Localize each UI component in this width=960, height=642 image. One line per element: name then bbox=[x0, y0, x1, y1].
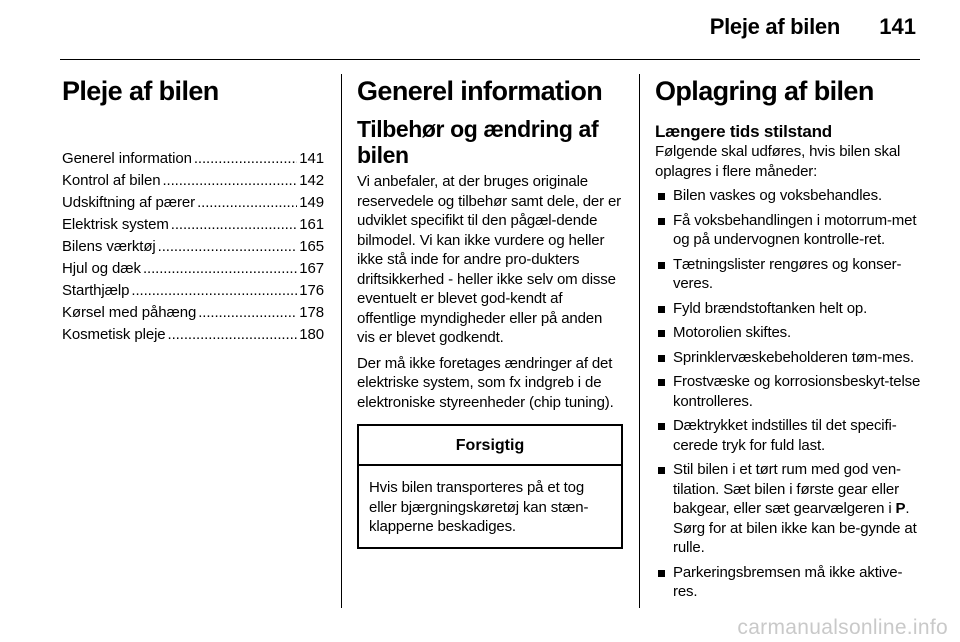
toc-entry-label: Udskiftning af pærer bbox=[62, 194, 196, 211]
list-item-text-cont: . Sørg for at bilen ikke kan be-gynde at rulle. bbox=[673, 500, 917, 556]
list-item bbox=[655, 255, 923, 294]
intro-paragraph: Følgende skal udføres, hvis bilen skal oplagres i flere måneder: bbox=[655, 143, 901, 180]
list-item bbox=[655, 416, 923, 455]
toc-entry-label: Kontrol af bilen bbox=[62, 172, 161, 189]
toc-entry-page: 141 bbox=[299, 150, 324, 167]
toc-entry-label: Starthjælp bbox=[62, 282, 130, 299]
table-of-contents bbox=[62, 148, 324, 346]
watermark: carmanualsonline.info bbox=[737, 616, 948, 639]
square-bullet-icon bbox=[658, 262, 665, 269]
list-item bbox=[655, 186, 923, 206]
list-item-text: Få voksbehandlingen i motorrum-met og på undervognen kontrolle-ret. bbox=[673, 211, 917, 248]
toc-entry[interactable] bbox=[62, 170, 324, 192]
toc-entry-page: 178 bbox=[299, 304, 324, 321]
toc-entry-label: Hjul og dæk bbox=[62, 260, 141, 277]
toc-leader bbox=[162, 170, 297, 192]
list-item-text: Bilen vaskes og voksbehandles. bbox=[673, 187, 882, 204]
toc-leader bbox=[171, 214, 298, 236]
left-column bbox=[62, 74, 324, 346]
list-item bbox=[655, 211, 923, 250]
square-bullet-icon bbox=[658, 570, 665, 577]
toc-entry-page: 176 bbox=[299, 282, 324, 299]
subsection-title: Tilbehør og ændring af bilen bbox=[357, 116, 599, 168]
column-divider-left bbox=[341, 74, 342, 608]
caution-box bbox=[357, 424, 623, 549]
toc-entry-label: Kørsel med påhæng bbox=[62, 304, 197, 321]
toc-entry[interactable] bbox=[62, 258, 324, 280]
list-item-text: Stil bilen i et tørt rum med god ven-tilation. Sæt bilen i første gear eller bakgear, eller sæt gearvælgeren i bbox=[673, 461, 901, 517]
toc-entry-page: 161 bbox=[299, 216, 324, 233]
toc-entry-page: 167 bbox=[299, 260, 324, 277]
toc-entry[interactable] bbox=[62, 148, 324, 170]
toc-entry-page: 149 bbox=[299, 194, 324, 211]
list-item bbox=[655, 563, 923, 602]
body-paragraph: Vi anbefaler, at der bruges originale reservedele og tilbehør samt dele, der er udviklet specifikt til den pågæl-dende bilmodel. Vi kan ikke vurdere og heller ikke stå inde for andre pro-dukters driftsikkerhed - heller ikke selv om disse eventuelt er blevet god-kendt af offentlige myndigheder eller på anden vis er blevet godkendt. bbox=[357, 173, 621, 346]
toc-leader bbox=[158, 236, 298, 258]
toc-leader bbox=[131, 280, 297, 302]
toc-leader bbox=[197, 192, 297, 214]
caution-text: Hvis bilen transporteres på et tog eller bjærgningskøretøj kan stæn-klapperne beskadiges. bbox=[369, 479, 589, 535]
toc-entry-label: Generel information bbox=[62, 150, 192, 167]
middle-column bbox=[357, 74, 623, 549]
right-column bbox=[655, 74, 923, 607]
square-bullet-icon bbox=[658, 379, 665, 386]
toc-entry[interactable] bbox=[62, 324, 324, 346]
section-title: Oplagring af bilen bbox=[655, 76, 874, 106]
page-header bbox=[60, 0, 920, 60]
toc-entry-page: 142 bbox=[299, 172, 324, 189]
subsection-title: Længere tids stilstand bbox=[655, 122, 832, 141]
list-item-text: Tætningslister rengøres og konser-veres. bbox=[673, 255, 902, 292]
list-item-text: Parkeringsbremsen må ikke aktive-res. bbox=[673, 563, 903, 600]
toc-entry-label: Kosmetisk pleje bbox=[62, 326, 166, 343]
toc-leader bbox=[198, 302, 297, 324]
toc-entry-label: Elektrisk system bbox=[62, 216, 169, 233]
toc-entry[interactable] bbox=[62, 236, 324, 258]
square-bullet-icon bbox=[658, 306, 665, 313]
toc-entry-page: 180 bbox=[299, 326, 324, 343]
toc-leader bbox=[143, 258, 297, 280]
gear-position-p: P bbox=[895, 500, 906, 517]
list-item bbox=[655, 299, 923, 319]
square-bullet-icon bbox=[658, 193, 665, 200]
square-bullet-icon bbox=[658, 355, 665, 362]
square-bullet-icon bbox=[658, 467, 665, 474]
list-item-text: Motorolien skiftes. bbox=[673, 324, 792, 341]
list-item-text: Dæktrykket indstilles til det specifi-cerede tryk for fuld last. bbox=[673, 417, 897, 454]
toc-entry[interactable] bbox=[62, 192, 324, 214]
list-item bbox=[655, 323, 923, 343]
chapter-title: Pleje af bilen bbox=[62, 76, 219, 106]
page-number: 141 bbox=[879, 14, 916, 39]
list-item-text: Frostvæske og korrosionsbeskyt-telse kontrolleres. bbox=[673, 373, 921, 410]
running-title: Pleje af bilen bbox=[709, 14, 840, 39]
toc-entry-label: Bilens værktøj bbox=[62, 238, 156, 255]
list-item-text: Sprinklervæskebeholderen tøm-mes. bbox=[673, 348, 914, 366]
square-bullet-icon bbox=[658, 330, 665, 337]
toc-entry[interactable] bbox=[62, 280, 324, 302]
storage-checklist bbox=[655, 186, 923, 602]
list-item bbox=[655, 372, 923, 411]
column-divider-right bbox=[639, 74, 640, 608]
toc-leader bbox=[168, 324, 298, 346]
toc-entry[interactable] bbox=[62, 214, 324, 236]
square-bullet-icon bbox=[658, 218, 665, 225]
toc-leader bbox=[194, 148, 297, 170]
list-item bbox=[655, 460, 923, 558]
section-title: Generel information bbox=[357, 76, 603, 106]
caution-title: Forsigtig bbox=[359, 426, 621, 466]
body-paragraph: Der må ikke foretages ændringer af det elektriske system, som fx indgreb i de elektroniske styreenheder (chip tuning). bbox=[357, 354, 614, 411]
toc-entry[interactable] bbox=[62, 302, 324, 324]
list-item bbox=[655, 348, 923, 368]
square-bullet-icon bbox=[658, 423, 665, 430]
list-item-text: Fyld brændstoftanken helt op. bbox=[673, 299, 868, 317]
toc-entry-page: 165 bbox=[299, 238, 324, 255]
